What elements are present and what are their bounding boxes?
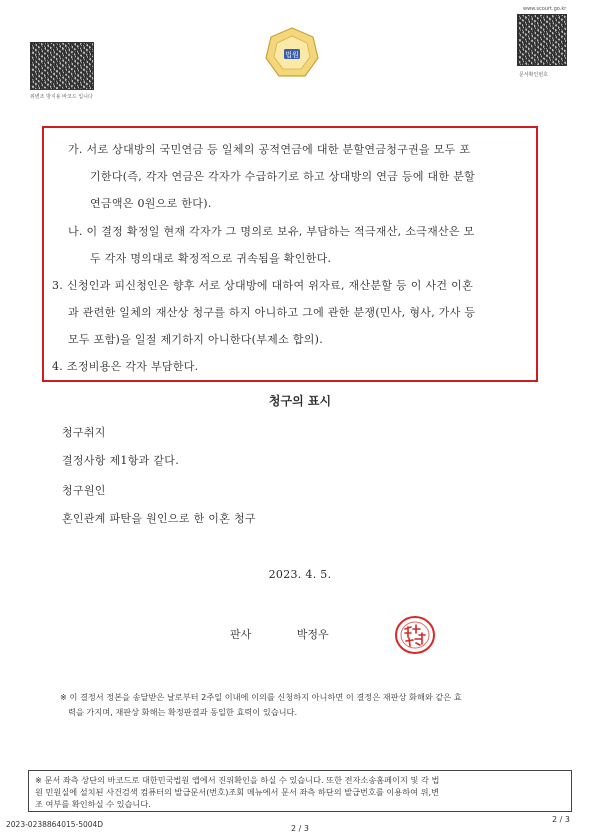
barcode-left-caption: 위변조 방지용 바코드 입니다 — [30, 94, 93, 100]
notice-line-3: 조 여부를 확인하실 수 있습니다. — [35, 799, 151, 809]
item-4 — [52, 360, 198, 374]
site-url: www.scourt.go.kr — [523, 6, 567, 12]
verification-barcode-right — [517, 14, 567, 66]
verification-notice — [28, 770, 572, 812]
item-ga-line-3: 연금액은 0원으로 한다). — [90, 197, 212, 210]
footnote — [60, 690, 550, 720]
item-na — [68, 218, 475, 272]
notice-line-2: 원 민원실에 설치된 사건검색 컴퓨터의 발급문서(번호)조회 메뉴에서 문서 좌측 하단의 발급번호를 이용하여 위,변 — [35, 787, 440, 797]
item-ga-line-2: 기한다(즉, 각자 연금은 각자가 수급하기로 하고 상대방의 연금 등에 대한 분할 — [90, 170, 476, 183]
item-ga — [68, 136, 475, 217]
emblem-label: 법원 — [285, 51, 299, 59]
item-3-line-1: 3. 신청인과 피신청인은 향후 서로 상대방에 대하여 위자료, 재산분할 등 이 사건 이혼 — [52, 279, 474, 292]
item-ga-line-1: 가. 서로 상대방의 국민연금 등 일체의 공적연금에 대한 분할연금청구권을 모두 포 — [68, 143, 471, 156]
footnote-line-2: 력을 가지며, 재판상 화해는 확정판결과 동일한 효력이 있습니다. — [68, 707, 298, 717]
item-3 — [52, 272, 475, 353]
judge-name: 박정우 — [296, 628, 329, 641]
item-3-line-3: 모두 포함)을 일절 제기하지 아니한다(부제소 합의). — [68, 333, 324, 346]
barcode-right-caption: 문서확인번호 — [519, 72, 548, 78]
verification-barcode-left — [30, 42, 94, 90]
claim-purpose-text: 결정사항 제1항과 같다. — [62, 454, 180, 467]
footnote-line-1: ※ 이 결정서 정본을 송달받은 날로부터 2주일 이내에 이의를 신청하지 아니하면 이 결정은 재판상 화해와 같은 효 — [60, 692, 462, 702]
section-title: 청구의 표시 — [268, 394, 332, 408]
court-emblem-icon — [262, 24, 322, 84]
judge-seal-icon — [392, 613, 438, 657]
judge-signature — [230, 626, 329, 642]
page-number-center: 2 / 3 — [291, 824, 309, 833]
judge-title: 판사 — [230, 628, 252, 641]
page-number-right: 2 / 3 — [552, 815, 570, 824]
item-4-line-1: 4. 조정비용은 각자 부담한다. — [52, 360, 199, 373]
claim-cause-text: 혼인관계 파탄을 원인으로 한 이혼 청구 — [62, 512, 256, 525]
document-number: 2023-0238864015-5004D — [6, 820, 104, 829]
item-na-line-1: 나. 이 결정 확정일 현재 각자가 그 명의로 보유, 부담하는 적극재산, 소극재산은 모 — [68, 225, 475, 238]
claim-cause-label: 청구원인 — [62, 484, 106, 497]
notice-line-1: ※ 문서 좌측 상단의 바코드로 대한민국법원 앱에서 진위확인을 하실 수 있습니다. 또한 전자소송홈페이지 및 각 법 — [35, 775, 440, 785]
decision-date: 2023. 4. 5. — [268, 568, 332, 581]
item-3-line-2: 과 관련한 일체의 재산상 청구를 하지 아니하고 그에 관한 분쟁(민사, 형사, 가사 등 — [68, 306, 476, 319]
claim-purpose-label: 청구취지 — [62, 426, 106, 439]
item-na-line-2: 두 각자 명의대로 확정적으로 귀속됨을 확인한다. — [90, 252, 332, 265]
